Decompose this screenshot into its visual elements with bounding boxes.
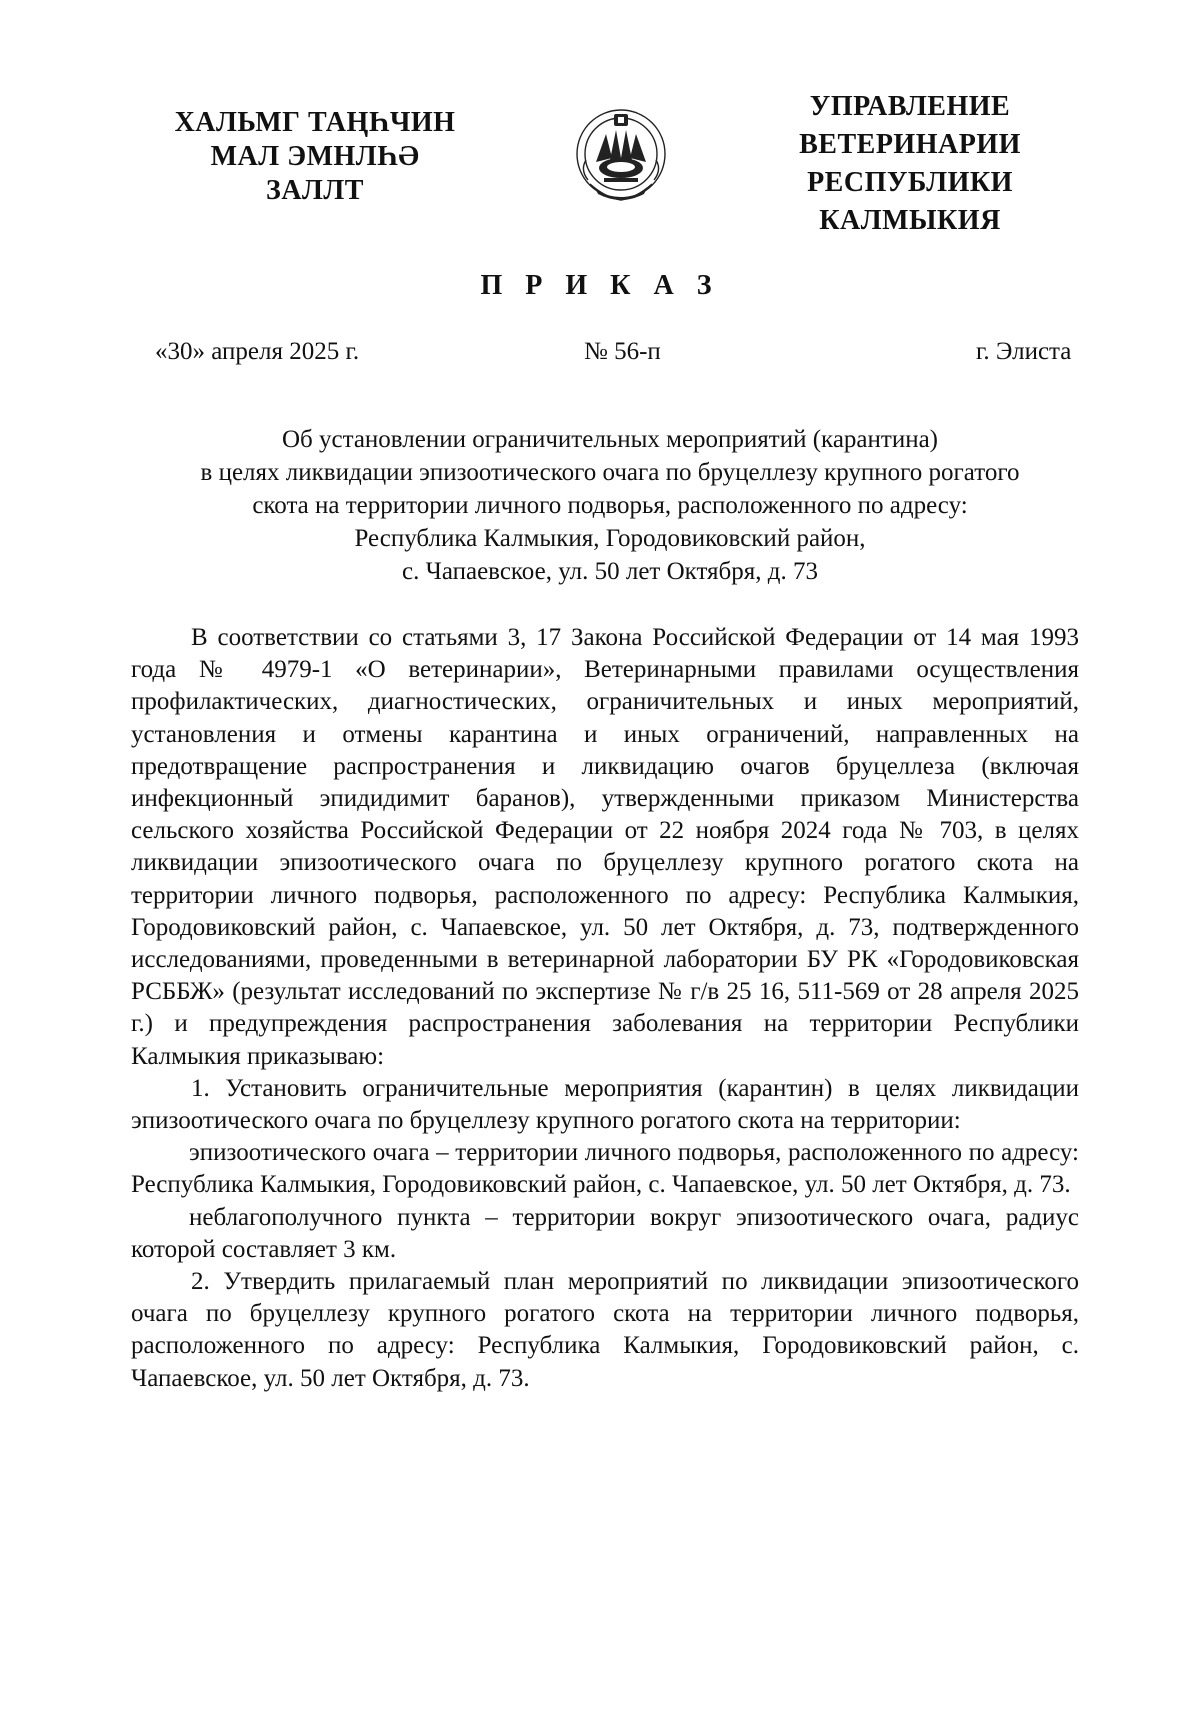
subject-line: в целях ликвидации эпизоотического очага по бруцеллезу крупного рогатого [200, 459, 1020, 486]
document-meta-row [0, 338, 1200, 378]
subject-line: скота на территории личного подворья, расположенного по адресу: [252, 492, 968, 519]
header-right-line: РЕСПУБЛИКИ [807, 167, 1013, 198]
document-subject [140, 423, 1080, 588]
header-left-line: ХАЛЬМГ ТАҢҺЧИН [174, 107, 456, 138]
document-title: П Р И К А З [480, 270, 720, 301]
header-right-line: УПРАВЛЕНИЕ [809, 91, 1011, 122]
header-right-line: ВЕТЕРИНАРИИ [799, 129, 1021, 160]
header-right-line: КАЛМЫКИЯ [819, 205, 1001, 236]
kalmykia-coat-of-arms-icon [566, 100, 676, 210]
header-kalmyk-org-name [150, 106, 480, 208]
document-date: «30» апреля 2025 г. [155, 338, 360, 365]
header-left-line: МАЛ ЭМНЛҺӘ [210, 141, 420, 172]
document-body [131, 622, 1079, 1395]
header-left-line: ЗАЛЛТ [266, 175, 364, 206]
document-city: г. Элиста [976, 338, 1072, 365]
body-paragraph: В соответствии со статьями 3, 17 Закона Российской Федерации от 14 мая 1993 года № 4979-1 «О ветеринарии», Ветеринарными правилами осуществления профилактических, диагностических, ограничительных и иных мероприятий, установления и отмены карантина и иных ограничений, направленных на предотвращение распространения и ликвидацию очагов бруцеллеза (включая инфекционный эпидидимит баранов), утвержденными приказом Министерства сельского хозяйства Российской Федерации от 22 ноября 2024 года № 703, в целях ликвидации эпизоотического очага по бруцеллезу крупного рогатого скота на территории личного подворья, расположенного по адресу: Республика Калмыкия, Городовиковский район, с. Чапаевское, ул. 50 лет Октября, д. 73, подтвержденного исследованиями, проведенными в ветеринарной лаборатории БУ РК «Городовиковская РСББЖ» (результат исследований по экспертизе № г/в 25 16, 511-569 от 28 апреля 2025 г.) и предупреждения распространения заболевания на территории Республики Калмыкия приказываю: [131, 624, 1079, 1070]
body-paragraph: неблагополучного пункта – территории вокруг эпизоотического очага, радиус которой составляет 3 км. [131, 1203, 1079, 1263]
subject-line: с. Чапаевское, ул. 50 лет Октября, д. 73 [402, 558, 818, 585]
body-paragraph: эпизоотического очага – территории личного подворья, расположенного по адресу: Республика Калмыкия, Городовиковский район, с. Чапаевское, ул. 50 лет Октября, д. 73. [131, 1139, 1079, 1199]
body-paragraph: 1. Установить ограничительные мероприятия (карантин) в целях ликвидации эпизоотического очага по бруцеллезу крупного рогатого скота на территории: [131, 1074, 1079, 1135]
header-russian-org-name [780, 88, 1040, 240]
subject-line: Республика Калмыкия, Городовиковский район, [354, 525, 866, 552]
subject-line: Об установлении ограничительных мероприятий (карантина) [281, 426, 939, 453]
document-number: № 56-п [584, 338, 661, 365]
body-paragraph: 2. Утвердить прилагаемый план мероприятий по ликвидации эпизоотического очага по бруцеллезу крупного рогатого скота на территории личного подворья, расположенного по адресу: Республика Калмыкия, Городовиковский район, с. Чапаевское, ул. 50 лет Октября, д. 73. [131, 1268, 1079, 1392]
